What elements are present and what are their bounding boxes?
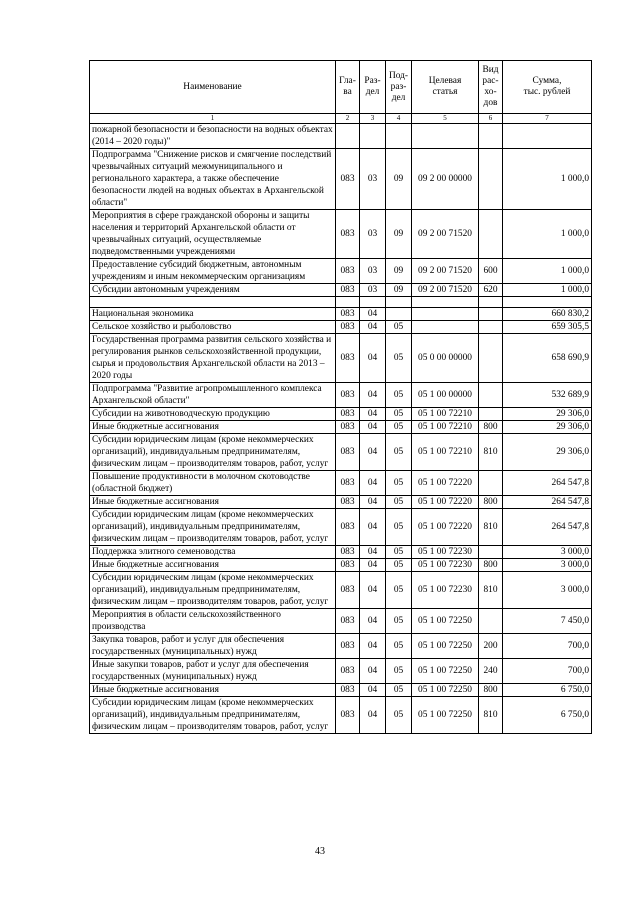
- cell-podrazdel: 09: [386, 210, 412, 259]
- cell-vid: 810: [479, 434, 503, 471]
- cell-glava: 083: [336, 659, 360, 684]
- cell-sum: 660 830,2: [503, 308, 592, 321]
- header-glava: Гла- ва: [336, 61, 360, 114]
- cell-name: [90, 297, 336, 308]
- cell-podrazdel: 05: [386, 408, 412, 421]
- cell-podrazdel: 05: [386, 634, 412, 659]
- cell-name: Иные бюджетные ассигнования: [90, 421, 336, 434]
- cell-sum: 7 450,0: [503, 609, 592, 634]
- cell-sum: 264 547,8: [503, 496, 592, 509]
- cell-vid: [479, 321, 503, 334]
- cell-name: Иные закупки товаров, работ и услуг для обеспечения государственных (муниципальных) нужд: [90, 659, 336, 684]
- cell-name: Закупка товаров, работ и услуг для обеспечения государственных (муниципальных) нужд: [90, 634, 336, 659]
- cell-name: Иные бюджетные ассигнования: [90, 559, 336, 572]
- cell-vid: [479, 124, 503, 149]
- cell-glava: 083: [336, 308, 360, 321]
- header-vid: Вид рас- хо- дов: [479, 61, 503, 114]
- cell-vid: [479, 546, 503, 559]
- cell-vid: 800: [479, 684, 503, 697]
- col-number: 3: [360, 114, 386, 124]
- cell-vid: [479, 609, 503, 634]
- cell-vid: 810: [479, 509, 503, 546]
- cell-sum: 6 750,0: [503, 697, 592, 734]
- cell-name: Мероприятия в сфере гражданской обороны и защиты населения и территорий Архангельской области от чрезвычайных ситуаций, осуществляемые подведомственными учреждениями: [90, 210, 336, 259]
- table-row: [90, 572, 592, 609]
- cell-sum: 658 690,9: [503, 334, 592, 383]
- cell-sum: 1 000,0: [503, 259, 592, 284]
- table-row: [90, 697, 592, 734]
- cell-podrazdel: 09: [386, 259, 412, 284]
- cell-razdel: 04: [360, 321, 386, 334]
- table-row: [90, 308, 592, 321]
- cell-target: 05 1 00 72250: [412, 634, 479, 659]
- table-body: [90, 124, 592, 734]
- cell-podrazdel: 05: [386, 572, 412, 609]
- cell-sum: [503, 124, 592, 149]
- cell-razdel: 04: [360, 697, 386, 734]
- cell-sum: 29 306,0: [503, 434, 592, 471]
- cell-razdel: 03: [360, 210, 386, 259]
- cell-razdel: 04: [360, 334, 386, 383]
- cell-target: 09 2 00 71520: [412, 259, 479, 284]
- cell-name: Государственная программа развития сельского хозяйства и регулирования рынков сельскохозяйственной продукции, сырья и продовольствия Архангельской области на 2013 – 2020 годы: [90, 334, 336, 383]
- cell-name: Подпрограмма "Снижение рисков и смягчение последствий чрезвычайных ситуаций межмуниципального и регионального характера, а также обеспечение безопасности людей на водных объектах в Архангельской области": [90, 149, 336, 210]
- cell-glava: 083: [336, 149, 360, 210]
- table-row: [90, 284, 592, 297]
- cell-razdel: 04: [360, 408, 386, 421]
- cell-name: Повышение продуктивности в молочном скотоводстве (областной бюджет): [90, 471, 336, 496]
- page-number: 43: [315, 846, 325, 857]
- cell-razdel: [360, 124, 386, 149]
- cell-podrazdel: 05: [386, 546, 412, 559]
- cell-target: 05 1 00 72250: [412, 659, 479, 684]
- cell-target: 05 1 00 72220: [412, 471, 479, 496]
- cell-razdel: 04: [360, 496, 386, 509]
- cell-sum: 700,0: [503, 659, 592, 684]
- cell-target: 05 1 00 72250: [412, 684, 479, 697]
- cell-podrazdel: 05: [386, 321, 412, 334]
- cell-name: Иные бюджетные ассигнования: [90, 684, 336, 697]
- cell-razdel: 04: [360, 509, 386, 546]
- table-row: [90, 321, 592, 334]
- cell-podrazdel: 05: [386, 421, 412, 434]
- cell-glava: [336, 297, 360, 308]
- cell-vid: 800: [479, 496, 503, 509]
- cell-podrazdel: 05: [386, 471, 412, 496]
- cell-glava: 083: [336, 321, 360, 334]
- cell-name: Субсидии юридическим лицам (кроме некоммерческих организаций), индивидуальным предпринимателям, физическим лицам – производителям товаров, работ, услуг: [90, 572, 336, 609]
- table-row: [90, 210, 592, 259]
- cell-vid: 240: [479, 659, 503, 684]
- table-row: [90, 684, 592, 697]
- cell-target: 05 1 00 72230: [412, 572, 479, 609]
- cell-sum: 3 000,0: [503, 546, 592, 559]
- cell-podrazdel: [386, 308, 412, 321]
- column-number-row: [90, 114, 592, 124]
- cell-glava: 083: [336, 434, 360, 471]
- cell-podrazdel: 05: [386, 383, 412, 408]
- table-row: [90, 408, 592, 421]
- cell-name: Субсидии автономным учреждениям: [90, 284, 336, 297]
- cell-podrazdel: 05: [386, 659, 412, 684]
- cell-razdel: 04: [360, 434, 386, 471]
- cell-target: 09 2 00 71520: [412, 284, 479, 297]
- cell-razdel: 04: [360, 684, 386, 697]
- cell-podrazdel: [386, 297, 412, 308]
- cell-podrazdel: 05: [386, 334, 412, 383]
- table-row: [90, 421, 592, 434]
- cell-name: Субсидии юридическим лицам (кроме некоммерческих организаций), индивидуальным предпринимателям, физическим лицам – производителям товаров, работ, услуг: [90, 509, 336, 546]
- cell-sum: 1 000,0: [503, 149, 592, 210]
- cell-vid: 600: [479, 259, 503, 284]
- cell-target: 05 1 00 72210: [412, 421, 479, 434]
- header-sum: Сумма, тыс. рублей: [503, 61, 592, 114]
- col-number: 1: [90, 114, 336, 124]
- cell-razdel: 04: [360, 572, 386, 609]
- cell-sum: 1 000,0: [503, 284, 592, 297]
- cell-vid: 800: [479, 421, 503, 434]
- cell-glava: 083: [336, 634, 360, 659]
- cell-razdel: 04: [360, 421, 386, 434]
- table-row: [90, 659, 592, 684]
- cell-podrazdel: 09: [386, 284, 412, 297]
- cell-glava: 083: [336, 334, 360, 383]
- cell-glava: 083: [336, 210, 360, 259]
- cell-razdel: 04: [360, 383, 386, 408]
- cell-glava: [336, 124, 360, 149]
- cell-vid: [479, 210, 503, 259]
- cell-vid: [479, 408, 503, 421]
- cell-glava: 083: [336, 383, 360, 408]
- cell-glava: 083: [336, 572, 360, 609]
- cell-sum: 3 000,0: [503, 559, 592, 572]
- col-number: 4: [386, 114, 412, 124]
- cell-vid: [479, 308, 503, 321]
- cell-glava: 083: [336, 684, 360, 697]
- cell-name: Поддержка элитного семеноводства: [90, 546, 336, 559]
- cell-razdel: 04: [360, 308, 386, 321]
- cell-razdel: 04: [360, 659, 386, 684]
- cell-target: [412, 124, 479, 149]
- cell-sum: 264 547,8: [503, 471, 592, 496]
- cell-sum: [503, 297, 592, 308]
- cell-glava: 083: [336, 259, 360, 284]
- table-row: [90, 559, 592, 572]
- col-number: 6: [479, 114, 503, 124]
- cell-sum: 264 547,8: [503, 509, 592, 546]
- cell-vid: [479, 149, 503, 210]
- cell-podrazdel: 05: [386, 697, 412, 734]
- cell-target: 05 1 00 72220: [412, 496, 479, 509]
- cell-name: Сельское хозяйство и рыболовство: [90, 321, 336, 334]
- cell-target: 05 1 00 72250: [412, 697, 479, 734]
- cell-target: 05 1 00 72230: [412, 559, 479, 572]
- cell-sum: 700,0: [503, 634, 592, 659]
- cell-razdel: 03: [360, 149, 386, 210]
- cell-target: [412, 297, 479, 308]
- cell-name: Национальная экономика: [90, 308, 336, 321]
- cell-sum: 29 306,0: [503, 408, 592, 421]
- cell-podrazdel: 09: [386, 149, 412, 210]
- cell-sum: 532 689,9: [503, 383, 592, 408]
- table-row: [90, 509, 592, 546]
- table-row: [90, 471, 592, 496]
- cell-podrazdel: [386, 124, 412, 149]
- cell-vid: 620: [479, 284, 503, 297]
- cell-razdel: 04: [360, 634, 386, 659]
- cell-glava: 083: [336, 697, 360, 734]
- cell-vid: [479, 471, 503, 496]
- table-row: [90, 149, 592, 210]
- cell-target: 05 1 00 72210: [412, 408, 479, 421]
- table-row: [90, 434, 592, 471]
- cell-sum: 6 750,0: [503, 684, 592, 697]
- cell-name: Субсидии юридическим лицам (кроме некоммерческих организаций), индивидуальным предпринимателям, физическим лицам – производителям товаров, работ, услуг: [90, 434, 336, 471]
- cell-glava: 083: [336, 496, 360, 509]
- cell-podrazdel: 05: [386, 434, 412, 471]
- cell-name: Предоставление субсидий бюджетным, автономным учреждениям и иным некоммерческим организациям: [90, 259, 336, 284]
- cell-name: Подпрограмма "Развитие агропромышленного комплекса Архангельской области": [90, 383, 336, 408]
- cell-vid: 200: [479, 634, 503, 659]
- table-row: [90, 496, 592, 509]
- cell-target: 05 1 00 00000: [412, 383, 479, 408]
- cell-name: пожарной безопасности и безопасности на водных объектах (2014 – 2020 годы)": [90, 124, 336, 149]
- cell-glava: 083: [336, 559, 360, 572]
- table-row: [90, 609, 592, 634]
- cell-target: 05 0 00 00000: [412, 334, 479, 383]
- header-row: [90, 61, 592, 114]
- table-row: [90, 334, 592, 383]
- cell-name: Субсидии на животноводческую продукцию: [90, 408, 336, 421]
- table-row: [90, 383, 592, 408]
- cell-sum: 1 000,0: [503, 210, 592, 259]
- budget-table: [89, 60, 592, 734]
- table-row: [90, 297, 592, 308]
- cell-name: Мероприятия в области сельскохозяйственного производства: [90, 609, 336, 634]
- cell-podrazdel: 05: [386, 609, 412, 634]
- cell-sum: 659 305,5: [503, 321, 592, 334]
- cell-vid: [479, 383, 503, 408]
- cell-name: Субсидии юридическим лицам (кроме некоммерческих организаций), индивидуальным предпринимателям, физическим лицам – производителям товаров, работ, услуг: [90, 697, 336, 734]
- header-name: Наименование: [90, 61, 336, 114]
- cell-vid: [479, 334, 503, 383]
- cell-vid: 810: [479, 697, 503, 734]
- cell-target: 05 1 00 72230: [412, 546, 479, 559]
- cell-razdel: 03: [360, 284, 386, 297]
- cell-target: 09 2 00 00000: [412, 149, 479, 210]
- cell-razdel: 04: [360, 546, 386, 559]
- cell-vid: 800: [479, 559, 503, 572]
- cell-podrazdel: 05: [386, 509, 412, 546]
- cell-target: [412, 321, 479, 334]
- col-number: 5: [412, 114, 479, 124]
- cell-glava: 083: [336, 421, 360, 434]
- table-row: [90, 259, 592, 284]
- cell-podrazdel: 05: [386, 559, 412, 572]
- cell-sum: 3 000,0: [503, 572, 592, 609]
- cell-vid: [479, 297, 503, 308]
- table-row: [90, 546, 592, 559]
- cell-razdel: 04: [360, 559, 386, 572]
- cell-podrazdel: 05: [386, 684, 412, 697]
- cell-razdel: 04: [360, 609, 386, 634]
- cell-glava: 083: [336, 546, 360, 559]
- cell-name: Иные бюджетные ассигнования: [90, 496, 336, 509]
- cell-target: 09 2 00 71520: [412, 210, 479, 259]
- col-number: 2: [336, 114, 360, 124]
- cell-razdel: 04: [360, 471, 386, 496]
- cell-glava: 083: [336, 509, 360, 546]
- cell-vid: 810: [479, 572, 503, 609]
- header-target: Целевая статья: [412, 61, 479, 114]
- table-row: [90, 634, 592, 659]
- cell-target: 05 1 00 72210: [412, 434, 479, 471]
- cell-glava: 083: [336, 471, 360, 496]
- table-row: [90, 124, 592, 149]
- cell-target: [412, 308, 479, 321]
- cell-podrazdel: 05: [386, 496, 412, 509]
- cell-razdel: 03: [360, 259, 386, 284]
- header-podrazdel: Под- раз- дел: [386, 61, 412, 114]
- cell-razdel: [360, 297, 386, 308]
- cell-sum: 29 306,0: [503, 421, 592, 434]
- cell-target: 05 1 00 72250: [412, 609, 479, 634]
- cell-target: 05 1 00 72220: [412, 509, 479, 546]
- header-razdel: Раз- дел: [360, 61, 386, 114]
- col-number: 7: [503, 114, 592, 124]
- cell-glava: 083: [336, 284, 360, 297]
- cell-glava: 083: [336, 609, 360, 634]
- cell-glava: 083: [336, 408, 360, 421]
